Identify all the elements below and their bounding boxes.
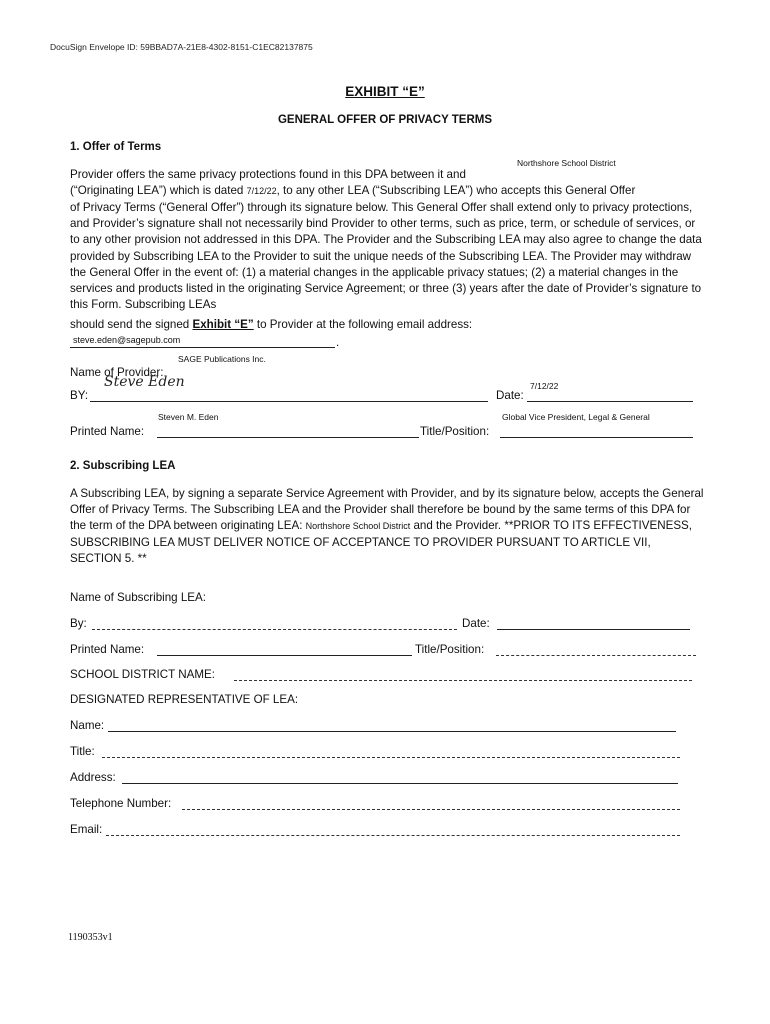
printed-name-line	[157, 437, 419, 438]
date-line	[527, 401, 693, 402]
section2-heading: 2. Subscribing LEA	[70, 460, 176, 472]
lea-title-label[interactable]: Title/Position:	[415, 643, 485, 656]
title-line	[500, 437, 693, 438]
section1-line1: Provider offers the same privacy protections found in this DPA between it and	[70, 168, 466, 181]
email-period: .	[336, 336, 340, 349]
provider-signature: Steve Eden	[104, 374, 185, 390]
section2-body-b: and the Provider. **PRIOR TO ITS EFFECTIVENESS, SUBSCRIBING LEA MUST DELIVER NOTICE OF ACCEPTANCE TO PROVIDER PURSUANT TO ARTICLE VII, SECTION 5. **	[70, 519, 693, 565]
rep-title-label[interactable]: Title:	[70, 745, 95, 758]
by-label: BY:	[70, 389, 89, 402]
lea-printed-name-line[interactable]	[157, 655, 412, 656]
title-label: Title/Position:	[420, 425, 490, 438]
designated-rep-label: DESIGNATED REPRESENTATIVE OF LEA:	[70, 693, 299, 706]
rep-email-label[interactable]: Email:	[70, 823, 103, 836]
printed-name-label: Printed Name:	[70, 425, 145, 438]
school-district-line[interactable]	[234, 680, 692, 681]
last-line-b: to Provider at the following email address:	[253, 318, 473, 331]
provider-name-fill: SAGE Publications Inc.	[178, 354, 266, 364]
lea-by-label[interactable]: By:	[70, 617, 87, 630]
printed-name-fill: Steven M. Eden	[158, 412, 219, 422]
envelope-id: DocuSign Envelope ID: 59BBAD7A-21E8-4302-8151-C1EC82137875	[50, 42, 313, 52]
originating-lea-fill: Northshore School District	[517, 158, 616, 168]
exhibit-e-reference: Exhibit “E”	[192, 318, 254, 331]
email-line	[70, 347, 335, 348]
subscribing-lea-label: Name of Subscribing LEA:	[70, 591, 206, 604]
section2-district-fill: Northshore School District	[305, 521, 411, 532]
document-subtitle: GENERAL OFFER OF PRIVACY TERMS	[277, 114, 493, 126]
lea-by-line[interactable]	[92, 629, 457, 630]
rep-title-line[interactable]	[102, 757, 680, 758]
lea-date-line[interactable]	[497, 629, 690, 630]
line2-a: (“Originating LEA”) which is dated	[70, 184, 247, 197]
provider-email-fill: steve.eden@sagepub.com	[73, 335, 181, 345]
sign-date-fill: 7/12/22	[530, 381, 559, 391]
rep-telephone-line[interactable]	[182, 809, 680, 810]
rep-name-line[interactable]	[108, 731, 676, 732]
school-district-label[interactable]: SCHOOL DISTRICT NAME:	[70, 668, 215, 681]
lea-printed-name-label[interactable]: Printed Name:	[70, 643, 145, 656]
section1-body: of Privacy Terms (“General Offer”) through its signature below. This General Offer shall extend only to privacy protections, and Provider’s signature shall not necessarily bind Provider to other terms, such as price, term, or schedule of services, or to any other provision not addressed in this DPA. The Provider and the Subscribing LEA may also agree to change the data provided by Subscribing LEA to the Provider to suit the unique needs of the Subscribing LEA. The Provider may withdraw the General Offer in the event of: (1) a material changes in the applicable privacy statues; (2) a material changes in the services and products listed in the originating Service Agreement; or three (3) years after the date of Provider’s signature to this Form. Subscribing LEAs	[70, 201, 702, 312]
section1-last-line	[70, 318, 472, 331]
last-line-a: should send the signed	[70, 318, 193, 331]
rep-name-label[interactable]: Name:	[70, 719, 105, 732]
provider-name-label: Name of Provider:	[70, 366, 164, 379]
title-fill: Global Vice President, Legal & General	[502, 412, 650, 422]
date-label: Date:	[496, 389, 524, 402]
rep-address-line[interactable]	[122, 783, 678, 784]
line2-b: , to any other LEA (“Subscribing LEA”) who accepts this General Offer	[276, 184, 636, 197]
lea-date-label[interactable]: Date:	[462, 617, 490, 630]
lea-title-line[interactable]	[496, 655, 696, 656]
section2-body-a: A Subscribing LEA, by signing a separate Service Agreement with Provider, and by its signature below, accepts the General Offer of Privacy Terms. The Subscribing LEA and the Provider shall therefore be bound by the same terms of this DPA for the term of the DPA between originating LEA:	[70, 487, 704, 533]
dpa-date-fill: 7/12/22	[246, 186, 277, 196]
signature-line	[90, 401, 488, 402]
footer-code: 1190353v1	[68, 932, 113, 943]
rep-telephone-label[interactable]: Telephone Number:	[70, 797, 172, 810]
rep-address-label[interactable]: Address:	[70, 771, 116, 784]
section1-line2	[70, 184, 635, 197]
exhibit-title: EXHIBIT “E”	[345, 84, 425, 99]
rep-email-line[interactable]	[106, 835, 680, 836]
section2-body	[70, 486, 705, 567]
section1-heading: 1. Offer of Terms	[70, 141, 162, 153]
